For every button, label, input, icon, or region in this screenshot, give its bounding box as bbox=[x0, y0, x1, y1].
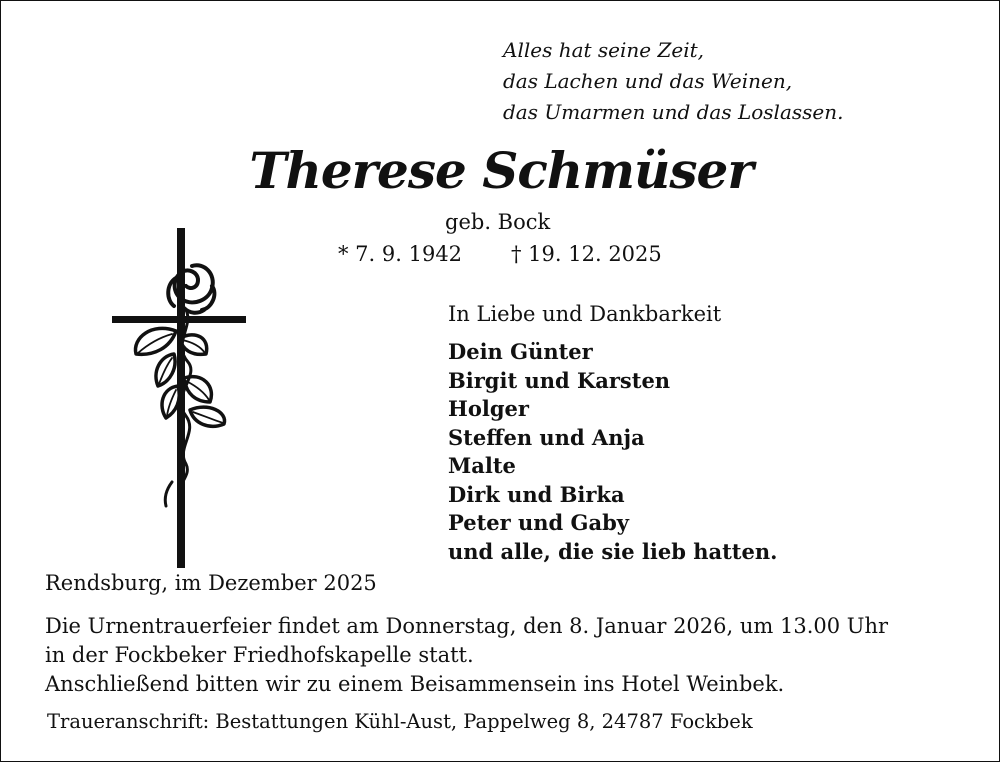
deceased-name: Therese Schmüser bbox=[249, 141, 753, 200]
death-date: † 19. 12. 2025 bbox=[511, 242, 662, 266]
mourner-entry: und alle, die sie lieb hatten. bbox=[448, 538, 778, 564]
quote-line: das Umarmen und das Loslassen. bbox=[503, 100, 844, 124]
dedication-line: In Liebe und Dankbarkeit bbox=[448, 302, 722, 326]
quote-line: das Lachen und das Weinen, bbox=[503, 69, 793, 93]
mourning-address: Traueranschrift: Bestattungen Kühl-Aust, Pappelweg 8, 24787 Fockbek bbox=[47, 710, 753, 733]
mourner-entry: Peter und Gaby bbox=[448, 510, 629, 535]
mourners-list bbox=[448, 338, 777, 566]
ceremony-line: in der Fockbeker Friedhofskapelle statt. bbox=[45, 643, 474, 667]
birth-date: * 7. 9. 1942 bbox=[338, 242, 463, 266]
mourner-entry: Dein Günter bbox=[448, 339, 593, 364]
mourner-entry: Birgit und Karsten bbox=[448, 367, 671, 393]
mourner-entry: Holger bbox=[448, 396, 529, 421]
place-and-date: Rendsburg, im Dezember 2025 bbox=[45, 571, 377, 595]
quote-line: Alles hat seine Zeit, bbox=[503, 38, 704, 62]
mourner-entry: Malte bbox=[448, 453, 516, 478]
mourner-entry: Steffen und Anja bbox=[448, 424, 645, 450]
ceremony-details bbox=[45, 612, 888, 699]
ceremony-line: Die Urnentrauerfeier findet am Donnerstag, den 8. Januar 2026, um 13.00 Uhr bbox=[45, 614, 889, 638]
ceremony-line: Anschließend bitten wir zu einem Beisammensein ins Hotel Weinbek. bbox=[45, 672, 785, 696]
maiden-name: geb. Bock bbox=[445, 210, 551, 234]
mourner-entry: Dirk und Birka bbox=[448, 481, 625, 507]
memorial-quote bbox=[503, 35, 843, 128]
cross-with-rose-icon bbox=[106, 226, 256, 571]
